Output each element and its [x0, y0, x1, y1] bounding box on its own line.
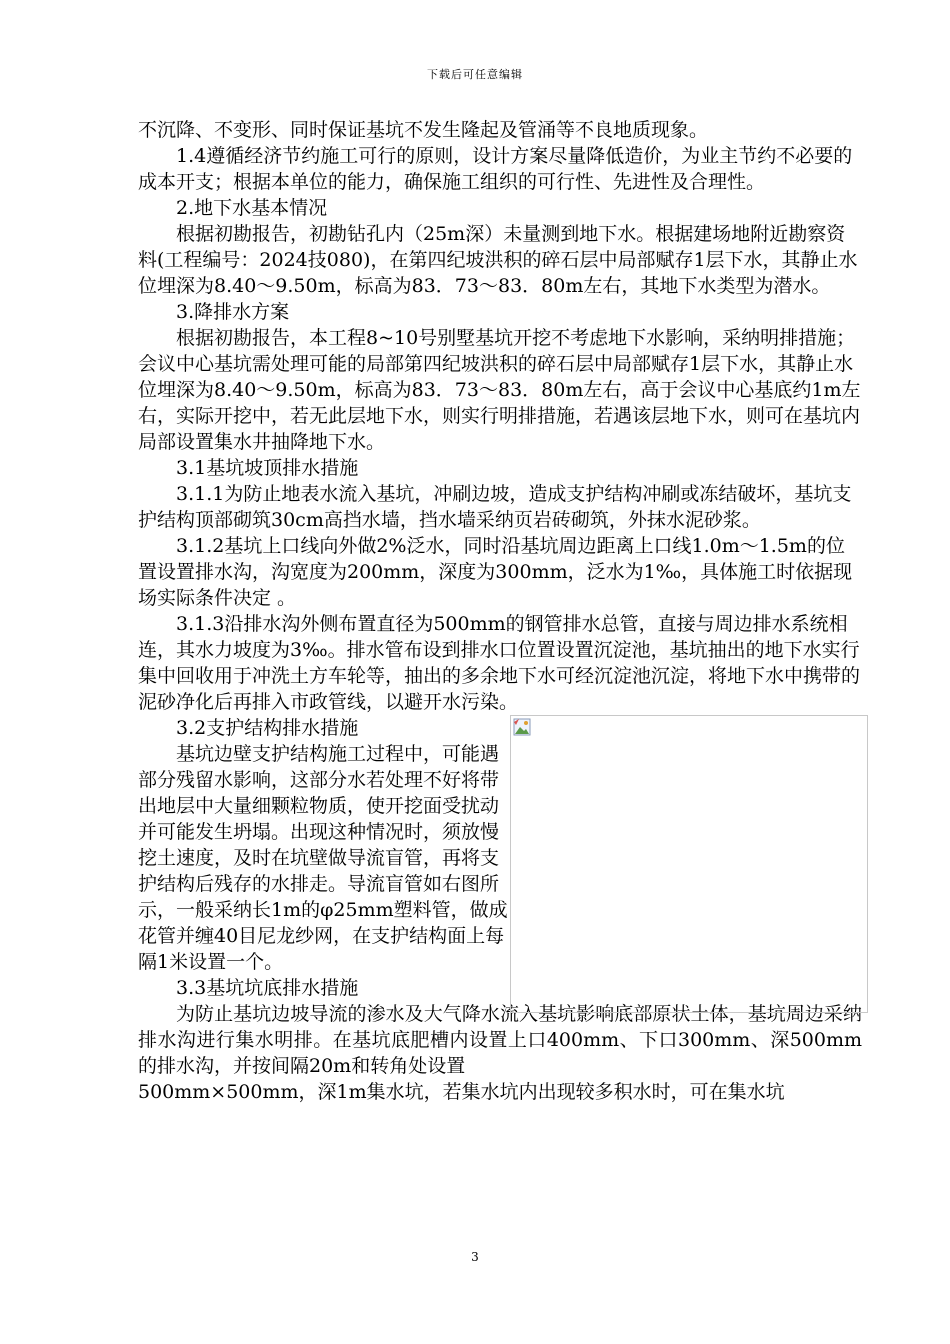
paragraph: 2.地下水基本情况: [176, 197, 328, 219]
paragraph: 3.1.3沿排水沟外侧布置直径为500mm的钢管排水总管，直接与周边排水系统相连，其水力坡度为3‰。排水管布设到排水口位置设置沉淀池，基坑抽出的地下水实行集中回收用于冲洗土方车轮等，抽出的多余地下水可经沉淀池沉淀，将地下水中携带的泥砂净化后再排入市政管线，以避开水污染。: [138, 613, 861, 713]
section-3-3-body-continued: 500mm×500mm，深1m集水坑，若集水坑内出现较多积水时，可在集水坑: [138, 1081, 785, 1103]
paragraph: 根据初勘报告，初勘钻孔内（25m深）未量测到地下水。根据建场地附近勘察资料(工程编号：2024技080)，在第四纪坡洪积的碎石层中局部赋存1层下水，其静止水位埋深为8.40～9.50m，标高为83．73～83．80m左右，其地下水类型为潜水。: [138, 223, 858, 297]
paragraph: 3.1.1为防止地表水流入基坑，冲刷边坡，造成支护结构冲刷或冻结破坏，基坑支护结构顶部砌筑30cm高挡水墙，挡水墙采纳页岩砖砌筑，外抹水泥砂浆。: [138, 483, 852, 531]
section-3-2-body: 基坑边壁支护结构施工过程中，可能遇部分残留水影响，这部分水若处理不好将带出地层中大量细颗粒物质，使开挖面受扰动并可能发生坍塌。出现这种情况时，须放慢挖土速度，及时在坑壁做导流盲管，再将支护结构后残存的水排走。导流盲管如右图所示，一般采纳长1m的φ25mm塑料管，做成花管并缠40目尼龙纱网，在支护结构面上每隔1米设置一个。: [138, 743, 508, 973]
section-3-3-body: 为防止基坑边坡导流的渗水及大气降水流入基坑影响底部原状土体，基坑周边采纳排水沟进行集水明排。在基坑底肥槽内设置上口400mm、下口300mm、深500mm的排水沟，并按间隔20m和转角处设置: [138, 1003, 862, 1077]
drainage-pipe-figure: [510, 715, 868, 1013]
paragraph: 不沉降、不变形、同时保证基坑不发生隆起及管涌等不良地质现象。: [138, 119, 709, 141]
top-paragraphs: [138, 117, 862, 715]
section-3-2-heading: 3.2支护结构排水措施: [176, 717, 359, 739]
page-number: 3: [471, 1250, 479, 1264]
section-3-3-heading: 3.3基坑坑底排水措施: [176, 977, 359, 999]
section-3-2: [138, 715, 862, 975]
paragraph: 3.1基坑坡顶排水措施: [176, 457, 359, 479]
page-header: 下载后可任意编辑: [427, 68, 523, 81]
paragraph: 3.1.2基坑上口线向外做2%泛水，同时沿基坑周边距离上口线1.0m～1.5m的位置设置排水沟，沟宽度为200mm，深度为300mm，泛水为1‰，具体施工时依据现场实际条件决定 。: [138, 535, 853, 609]
paragraph: 3.降排水方案: [176, 301, 290, 323]
broken-image-icon: [513, 718, 531, 736]
document-body: [138, 117, 862, 1105]
paragraph: 1.4遵循经济节约施工可行的原则，设计方案尽量降低造价，为业主节约不必要的成本开支；根据本单位的能力，确保施工组织的可行性、先进性及合理性。: [138, 145, 853, 193]
paragraph: 根据初勘报告，本工程8~10号别墅基坑开挖不考虑地下水影响，采纳明排措施；会议中心基坑需处理可能的局部第四纪坡洪积的碎石层中局部赋存1层下水，其静止水位埋深为8.40～9.50m，标高为83．73～83．80m左右，高于会议中心基底约1m左右，实际开挖中，若无此层地下水，则实行明排措施，若遇该层地下水，则可在基坑内局部设置集水井抽降地下水。: [138, 327, 861, 453]
